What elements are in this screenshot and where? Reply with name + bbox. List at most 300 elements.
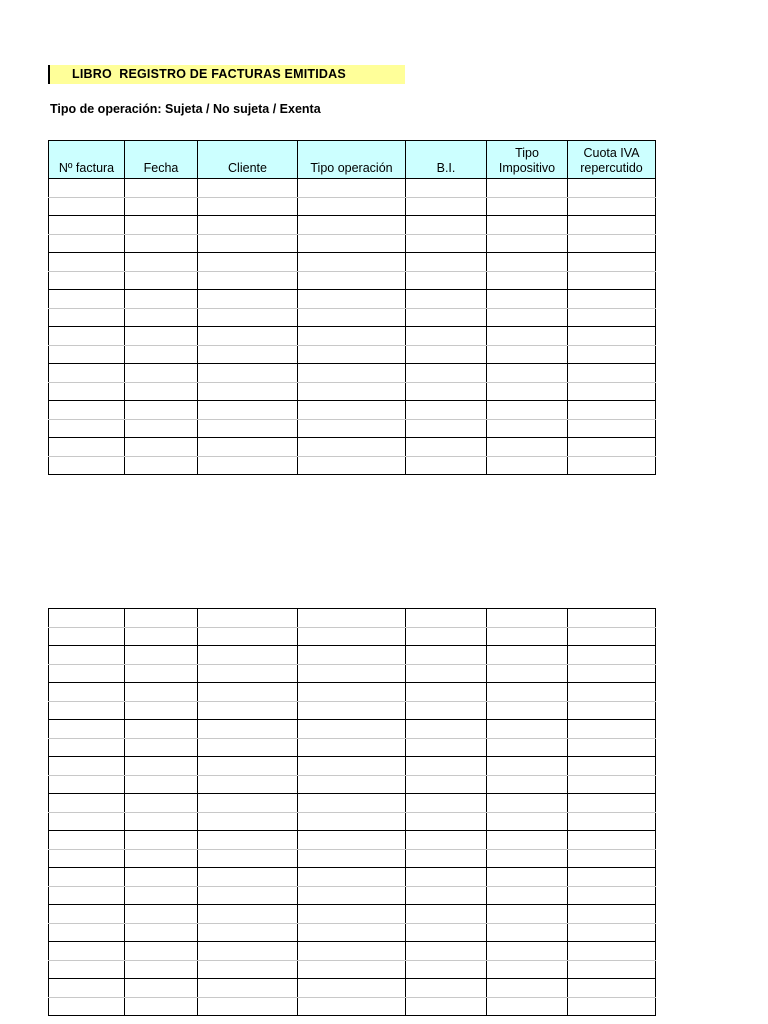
table-cell-tax-rate — [487, 364, 568, 383]
table-cell-operation-type — [298, 849, 406, 868]
table-row — [49, 757, 656, 776]
table-row — [49, 683, 656, 702]
table-cell-date — [125, 345, 198, 364]
table-row — [49, 664, 656, 683]
table-cell-invoice-number — [49, 197, 125, 216]
table-cell-invoice-number — [49, 271, 125, 290]
table-cell-invoice-number — [49, 775, 125, 794]
column-header-label: Cliente — [228, 161, 267, 175]
table-cell-tax-base — [406, 419, 487, 438]
table-cell-vat-amount — [568, 308, 656, 327]
table-cell-operation-type — [298, 831, 406, 850]
table-cell-tax-rate — [487, 831, 568, 850]
table-cell-operation-type — [298, 886, 406, 905]
table-cell-tax-base — [406, 905, 487, 924]
table-cell-tax-base — [406, 720, 487, 739]
column-header-date — [125, 141, 198, 179]
table-cell-tax-rate — [487, 997, 568, 1016]
table-cell-vat-amount — [568, 327, 656, 346]
table-cell-invoice-number — [49, 942, 125, 961]
table-cell-client — [198, 979, 298, 998]
table-cell-vat-amount — [568, 216, 656, 235]
table-cell-client — [198, 234, 298, 253]
table-cell-date — [125, 197, 198, 216]
table-cell-invoice-number — [49, 456, 125, 475]
table-cell-tax-rate — [487, 419, 568, 438]
table-cell-operation-type — [298, 960, 406, 979]
table-cell-operation-type — [298, 290, 406, 309]
table-cell-tax-base — [406, 401, 487, 420]
table-cell-tax-base — [406, 364, 487, 383]
table-cell-tax-rate — [487, 271, 568, 290]
table-cell-tax-rate — [487, 627, 568, 646]
table-row — [49, 812, 656, 831]
table-cell-date — [125, 979, 198, 998]
table-cell-date — [125, 701, 198, 720]
table-cell-tax-base — [406, 701, 487, 720]
table-cell-client — [198, 683, 298, 702]
table-cell-vat-amount — [568, 345, 656, 364]
invoice-register-table — [48, 140, 656, 475]
table-cell-invoice-number — [49, 664, 125, 683]
table-row — [49, 197, 656, 216]
table-cell-client — [198, 308, 298, 327]
table-cell-tax-rate — [487, 979, 568, 998]
table-row — [49, 831, 656, 850]
table-cell-invoice-number — [49, 627, 125, 646]
table-cell-client — [198, 960, 298, 979]
table-cell-invoice-number — [49, 794, 125, 813]
table-cell-client — [198, 905, 298, 924]
table-cell-tax-rate — [487, 253, 568, 272]
table-row — [49, 701, 656, 720]
column-header-label: B.I. — [436, 161, 456, 175]
table-cell-tax-base — [406, 290, 487, 309]
table-cell-invoice-number — [49, 923, 125, 942]
table-cell-vat-amount — [568, 271, 656, 290]
table-cell-operation-type — [298, 327, 406, 346]
table-cell-client — [198, 738, 298, 757]
table-cell-tax-rate — [487, 327, 568, 346]
table-row — [49, 868, 656, 887]
table-cell-date — [125, 216, 198, 235]
table-row — [49, 438, 656, 457]
document-title: LIBRO REGISTRO DE FACTURAS EMITIDAS — [72, 67, 346, 81]
table-cell-date — [125, 234, 198, 253]
table-cell-tax-rate — [487, 345, 568, 364]
table-cell-vat-amount — [568, 868, 656, 887]
table-cell-client — [198, 382, 298, 401]
table-cell-vat-amount — [568, 775, 656, 794]
table-cell-date — [125, 609, 198, 628]
table-cell-operation-type — [298, 253, 406, 272]
table-cell-tax-base — [406, 960, 487, 979]
table-cell-tax-rate — [487, 701, 568, 720]
table-cell-date — [125, 794, 198, 813]
table-cell-tax-rate — [487, 757, 568, 776]
table-cell-operation-type — [298, 197, 406, 216]
table-row — [49, 234, 656, 253]
table-cell-date — [125, 886, 198, 905]
table-cell-vat-amount — [568, 942, 656, 961]
table-cell-vat-amount — [568, 812, 656, 831]
table-cell-invoice-number — [49, 831, 125, 850]
table-cell-invoice-number — [49, 738, 125, 757]
table-cell-date — [125, 419, 198, 438]
table-cell-vat-amount — [568, 438, 656, 457]
table-cell-vat-amount — [568, 646, 656, 665]
table-cell-date — [125, 627, 198, 646]
table-cell-date — [125, 720, 198, 739]
table-cell-operation-type — [298, 757, 406, 776]
table-cell-operation-type — [298, 364, 406, 383]
column-header-label: Tipo — [515, 146, 539, 160]
table-cell-vat-amount — [568, 364, 656, 383]
table-cell-operation-type — [298, 701, 406, 720]
table-cell-operation-type — [298, 942, 406, 961]
invoice-register-table-continuation — [48, 608, 656, 1016]
table-cell-invoice-number — [49, 308, 125, 327]
table-row — [49, 345, 656, 364]
table-row — [49, 609, 656, 628]
table-cell-client — [198, 997, 298, 1016]
table-row — [49, 960, 656, 979]
table-cell-tax-base — [406, 271, 487, 290]
column-header-label: Cuota IVA — [583, 146, 640, 160]
table-row — [49, 738, 656, 757]
table-cell-tax-rate — [487, 923, 568, 942]
table-cell-invoice-number — [49, 979, 125, 998]
table-cell-tax-base — [406, 979, 487, 998]
table-row — [49, 923, 656, 942]
operation-type-subtitle: Tipo de operación: Sujeta / No sujeta / Exenta — [50, 102, 321, 116]
table-cell-tax-base — [406, 886, 487, 905]
table-cell-tax-base — [406, 868, 487, 887]
table-cell-tax-rate — [487, 738, 568, 757]
table-cell-operation-type — [298, 419, 406, 438]
table-cell-client — [198, 419, 298, 438]
table-cell-invoice-number — [49, 905, 125, 924]
table-cell-date — [125, 831, 198, 850]
table-row — [49, 290, 656, 309]
table-cell-tax-rate — [487, 609, 568, 628]
table-cell-tax-rate — [487, 664, 568, 683]
table-cell-operation-type — [298, 382, 406, 401]
table-row — [49, 849, 656, 868]
table-cell-tax-base — [406, 382, 487, 401]
table-row — [49, 364, 656, 383]
table-row — [49, 794, 656, 813]
column-header-vat-amount — [568, 141, 656, 179]
table-row — [49, 401, 656, 420]
table-cell-tax-base — [406, 997, 487, 1016]
table-row — [49, 942, 656, 961]
table-cell-date — [125, 683, 198, 702]
table-cell-vat-amount — [568, 179, 656, 198]
table-row — [49, 979, 656, 998]
table-cell-date — [125, 308, 198, 327]
table-cell-tax-base — [406, 456, 487, 475]
table-cell-operation-type — [298, 923, 406, 942]
table-cell-client — [198, 290, 298, 309]
table-cell-vat-amount — [568, 290, 656, 309]
table-cell-vat-amount — [568, 831, 656, 850]
document-title-bar — [48, 65, 405, 84]
table-cell-vat-amount — [568, 720, 656, 739]
table-cell-tax-base — [406, 738, 487, 757]
column-header-label: repercutido — [580, 161, 643, 175]
table-cell-tax-rate — [487, 775, 568, 794]
table-cell-tax-rate — [487, 942, 568, 961]
table-cell-tax-rate — [487, 794, 568, 813]
table-row — [49, 382, 656, 401]
table-cell-invoice-number — [49, 290, 125, 309]
table-cell-operation-type — [298, 627, 406, 646]
table-cell-date — [125, 290, 198, 309]
table-cell-date — [125, 997, 198, 1016]
table-cell-vat-amount — [568, 960, 656, 979]
table-cell-tax-rate — [487, 179, 568, 198]
table-cell-tax-rate — [487, 646, 568, 665]
table-cell-vat-amount — [568, 905, 656, 924]
table-cell-invoice-number — [49, 401, 125, 420]
table-cell-operation-type — [298, 646, 406, 665]
table-row — [49, 253, 656, 272]
table-cell-client — [198, 942, 298, 961]
table-cell-date — [125, 738, 198, 757]
column-header-label: Tipo operación — [310, 161, 393, 175]
table-cell-client — [198, 831, 298, 850]
table-cell-operation-type — [298, 456, 406, 475]
table-row — [49, 271, 656, 290]
table-cell-vat-amount — [568, 794, 656, 813]
table-cell-date — [125, 868, 198, 887]
table-row — [49, 886, 656, 905]
table-row — [49, 997, 656, 1016]
table-cell-operation-type — [298, 345, 406, 364]
table-cell-operation-type — [298, 868, 406, 887]
column-header-label: Fecha — [143, 161, 179, 175]
table-cell-vat-amount — [568, 401, 656, 420]
table-cell-client — [198, 456, 298, 475]
table-cell-client — [198, 868, 298, 887]
table-cell-operation-type — [298, 438, 406, 457]
table-cell-date — [125, 849, 198, 868]
table-cell-tax-base — [406, 327, 487, 346]
table-cell-tax-rate — [487, 456, 568, 475]
table-cell-client — [198, 364, 298, 383]
table-cell-date — [125, 271, 198, 290]
table-cell-tax-base — [406, 438, 487, 457]
table-cell-client — [198, 849, 298, 868]
table-cell-operation-type — [298, 812, 406, 831]
table-cell-client — [198, 812, 298, 831]
table-cell-date — [125, 401, 198, 420]
table-row — [49, 627, 656, 646]
table-cell-tax-base — [406, 345, 487, 364]
table-cell-date — [125, 179, 198, 198]
table-cell-vat-amount — [568, 456, 656, 475]
column-header-tax-base — [406, 141, 487, 179]
table-cell-operation-type — [298, 775, 406, 794]
table-cell-operation-type — [298, 664, 406, 683]
table-cell-tax-base — [406, 179, 487, 198]
table-cell-tax-base — [406, 942, 487, 961]
table-cell-invoice-number — [49, 849, 125, 868]
table-cell-client — [198, 609, 298, 628]
table-cell-date — [125, 812, 198, 831]
table-cell-client — [198, 720, 298, 739]
table-cell-client — [198, 401, 298, 420]
table-row — [49, 308, 656, 327]
table-row — [49, 456, 656, 475]
table-cell-vat-amount — [568, 253, 656, 272]
table-cell-operation-type — [298, 905, 406, 924]
table-cell-date — [125, 253, 198, 272]
table-cell-tax-base — [406, 308, 487, 327]
table-cell-tax-base — [406, 627, 487, 646]
table-cell-operation-type — [298, 738, 406, 757]
table-cell-tax-rate — [487, 382, 568, 401]
table-cell-vat-amount — [568, 683, 656, 702]
table-cell-invoice-number — [49, 960, 125, 979]
table-cell-client — [198, 271, 298, 290]
column-header-label: Impositivo — [498, 161, 556, 175]
table-cell-date — [125, 456, 198, 475]
table-cell-invoice-number — [49, 234, 125, 253]
table-row — [49, 775, 656, 794]
table-cell-tax-base — [406, 253, 487, 272]
table-cell-client — [198, 646, 298, 665]
table-cell-invoice-number — [49, 438, 125, 457]
table-cell-date — [125, 942, 198, 961]
table-cell-operation-type — [298, 720, 406, 739]
table-cell-tax-rate — [487, 438, 568, 457]
table-cell-tax-base — [406, 609, 487, 628]
table-cell-tax-rate — [487, 960, 568, 979]
table-cell-operation-type — [298, 794, 406, 813]
column-header-invoice-number — [49, 141, 125, 179]
table-cell-vat-amount — [568, 886, 656, 905]
table-cell-vat-amount — [568, 664, 656, 683]
table-cell-tax-rate — [487, 290, 568, 309]
table-cell-tax-base — [406, 664, 487, 683]
table-row — [49, 327, 656, 346]
table-row — [49, 216, 656, 235]
table-cell-tax-base — [406, 794, 487, 813]
table-cell-tax-base — [406, 757, 487, 776]
table-cell-client — [198, 701, 298, 720]
table-cell-vat-amount — [568, 738, 656, 757]
column-header-tax-rate — [487, 141, 568, 179]
table-cell-date — [125, 664, 198, 683]
table-cell-tax-rate — [487, 905, 568, 924]
table-cell-invoice-number — [49, 997, 125, 1016]
table-cell-date — [125, 382, 198, 401]
table-cell-tax-rate — [487, 234, 568, 253]
table-cell-operation-type — [298, 979, 406, 998]
table-cell-invoice-number — [49, 812, 125, 831]
table-cell-invoice-number — [49, 345, 125, 364]
table-cell-invoice-number — [49, 364, 125, 383]
table-cell-vat-amount — [568, 627, 656, 646]
table-cell-vat-amount — [568, 849, 656, 868]
table-cell-tax-rate — [487, 401, 568, 420]
table-cell-operation-type — [298, 997, 406, 1016]
table-cell-invoice-number — [49, 179, 125, 198]
table-row — [49, 905, 656, 924]
table-cell-operation-type — [298, 401, 406, 420]
table-cell-client — [198, 253, 298, 272]
table-cell-date — [125, 923, 198, 942]
table-cell-date — [125, 905, 198, 924]
table-cell-invoice-number — [49, 720, 125, 739]
table-cell-client — [198, 794, 298, 813]
table-cell-invoice-number — [49, 646, 125, 665]
table-cell-client — [198, 345, 298, 364]
table-cell-client — [198, 197, 298, 216]
table-cell-tax-base — [406, 646, 487, 665]
table-cell-vat-amount — [568, 419, 656, 438]
table-cell-client — [198, 216, 298, 235]
table-cell-operation-type — [298, 271, 406, 290]
table-cell-invoice-number — [49, 886, 125, 905]
table-cell-tax-base — [406, 775, 487, 794]
table-cell-client — [198, 757, 298, 776]
table-cell-vat-amount — [568, 609, 656, 628]
table-cell-invoice-number — [49, 868, 125, 887]
table-cell-tax-rate — [487, 683, 568, 702]
table-cell-vat-amount — [568, 997, 656, 1016]
table-cell-tax-rate — [487, 216, 568, 235]
table-cell-client — [198, 627, 298, 646]
table-row — [49, 720, 656, 739]
table-cell-operation-type — [298, 308, 406, 327]
table-cell-client — [198, 923, 298, 942]
table-cell-invoice-number — [49, 253, 125, 272]
table-cell-date — [125, 646, 198, 665]
table-cell-invoice-number — [49, 701, 125, 720]
table-cell-tax-base — [406, 923, 487, 942]
table-cell-operation-type — [298, 683, 406, 702]
table-cell-invoice-number — [49, 609, 125, 628]
table-cell-tax-rate — [487, 308, 568, 327]
table-row — [49, 646, 656, 665]
table-cell-tax-base — [406, 234, 487, 253]
table-cell-tax-rate — [487, 886, 568, 905]
table-cell-vat-amount — [568, 197, 656, 216]
table-cell-client — [198, 664, 298, 683]
column-header-client — [198, 141, 298, 179]
table-cell-tax-rate — [487, 868, 568, 887]
table-cell-tax-base — [406, 216, 487, 235]
table-cell-invoice-number — [49, 327, 125, 346]
table-cell-client — [198, 775, 298, 794]
table-cell-vat-amount — [568, 701, 656, 720]
table-cell-tax-base — [406, 831, 487, 850]
table-cell-tax-base — [406, 197, 487, 216]
table-cell-invoice-number — [49, 683, 125, 702]
table-cell-date — [125, 775, 198, 794]
table-cell-operation-type — [298, 179, 406, 198]
table-cell-tax-rate — [487, 812, 568, 831]
table-cell-tax-rate — [487, 197, 568, 216]
table-cell-invoice-number — [49, 757, 125, 776]
table-cell-vat-amount — [568, 923, 656, 942]
column-header-operation-type — [298, 141, 406, 179]
table-cell-tax-rate — [487, 720, 568, 739]
table-cell-vat-amount — [568, 979, 656, 998]
